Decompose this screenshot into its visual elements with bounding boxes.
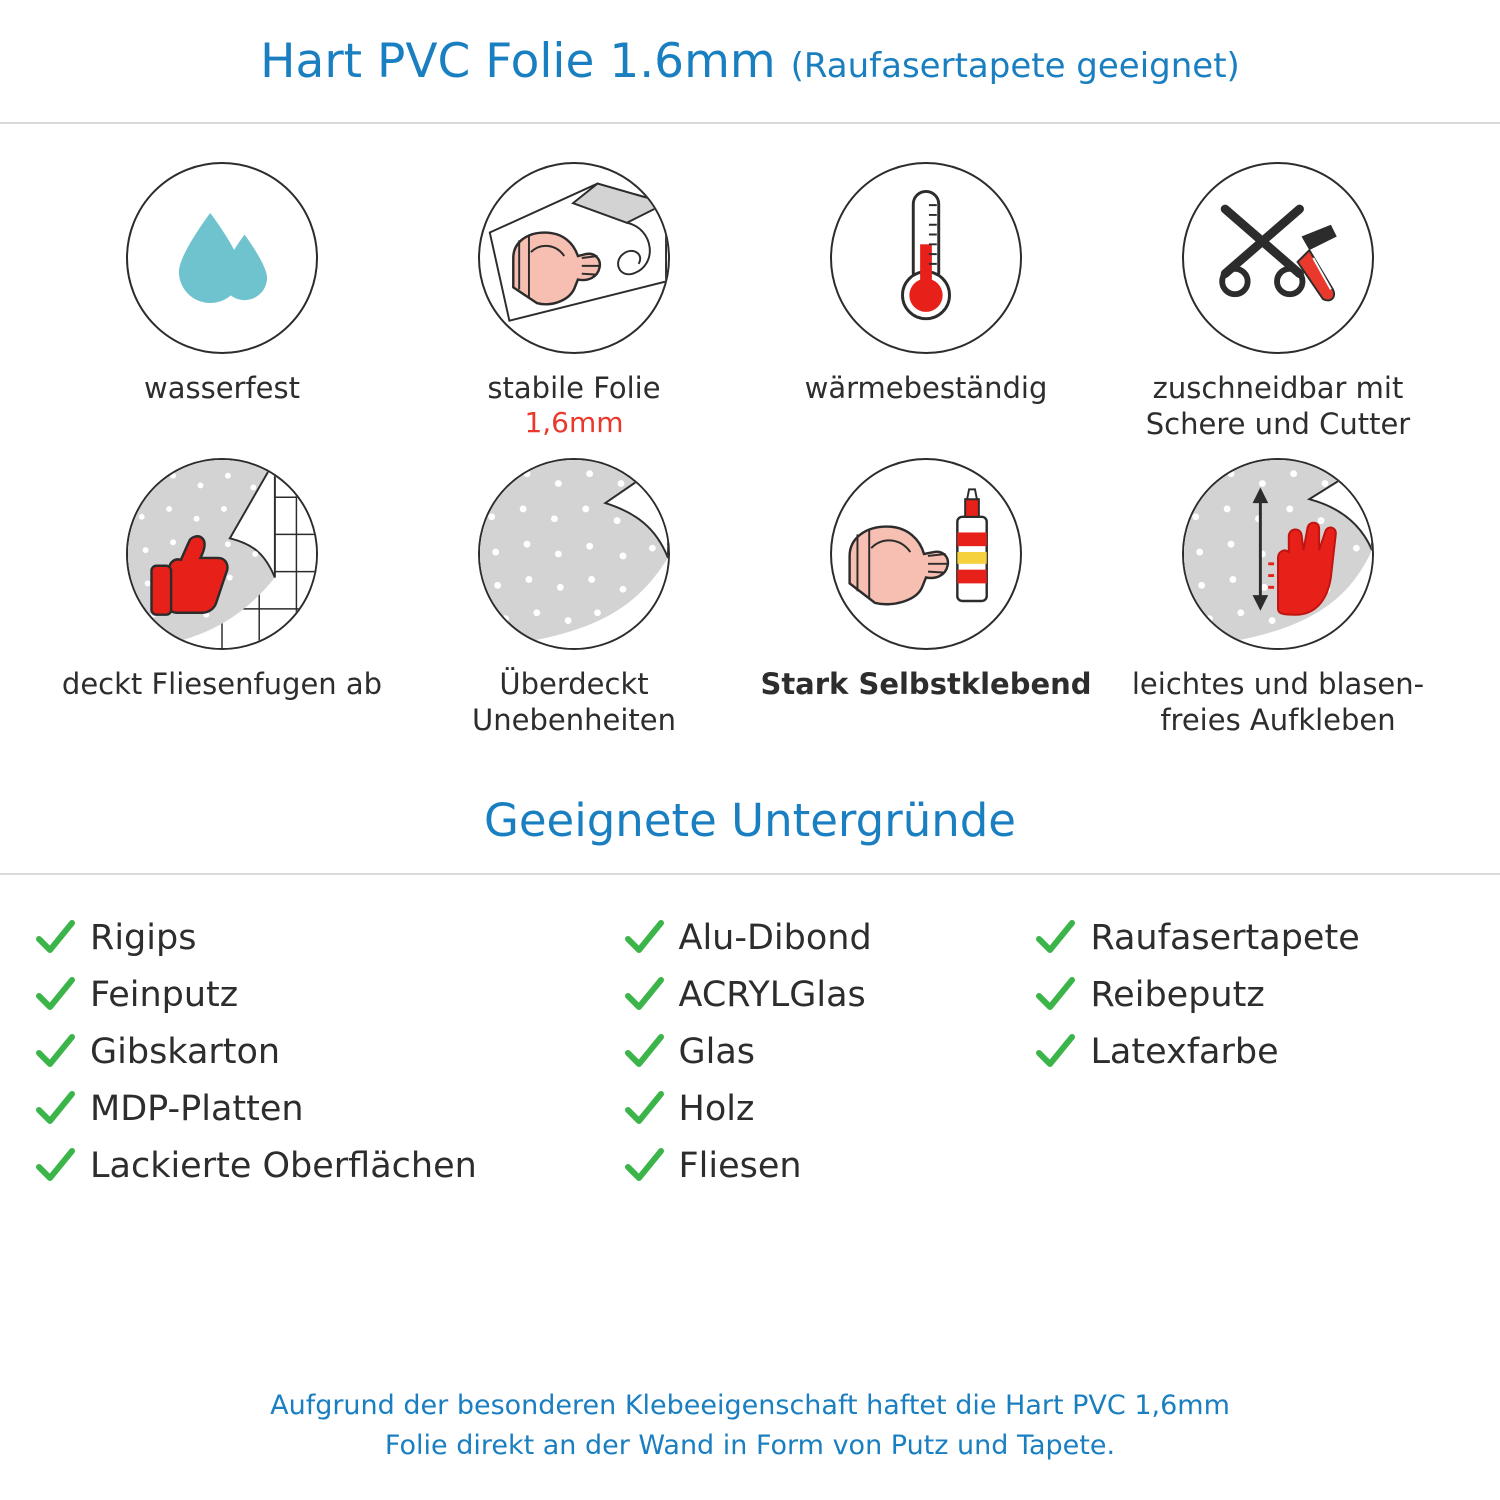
- list-item: [623, 1080, 1035, 1137]
- feature-caption: deckt Fliesenfugen ab: [61, 667, 383, 701]
- list-item: [1034, 1023, 1466, 1080]
- list-item: [34, 1023, 623, 1080]
- substrate-checklist: [0, 875, 1500, 1194]
- feature-caption: zuschneidbar mit Schere und Cutter: [1145, 371, 1411, 441]
- feature-caption: [398, 666, 750, 738]
- list-item-label: Glas: [678, 1031, 756, 1072]
- list-item: [623, 1137, 1035, 1194]
- page-title-paren-open: (: [790, 45, 804, 86]
- feature-caption-sub: 1,6mm: [524, 406, 624, 439]
- list-item-label: Latexfarbe: [1090, 1031, 1279, 1072]
- page-title-main: Hart PVC Folie 1.6mm: [260, 33, 776, 89]
- thumbs-up-tile-joint-icon: [126, 458, 318, 650]
- check-icon: [34, 917, 76, 959]
- strong-adhesive-arm-glue-icon: [830, 458, 1022, 650]
- bubble-free-hand-icon: [1182, 458, 1374, 650]
- checklist-column-1: [34, 909, 623, 1194]
- feature-item: [750, 162, 1102, 442]
- thermometer-icon: [830, 162, 1022, 354]
- list-item-label: Rigips: [90, 917, 197, 958]
- list-item: [623, 966, 1035, 1023]
- list-item: [34, 1080, 623, 1137]
- check-icon: [34, 1145, 76, 1187]
- list-item: [34, 909, 623, 966]
- feature-caption-text: Stark Selbstklebend: [760, 667, 1092, 701]
- list-item-label: Feinputz: [90, 974, 239, 1015]
- list-item-label: Raufasertapete: [1090, 917, 1360, 958]
- covering-unevenness-icon: [478, 458, 670, 650]
- check-icon: [34, 974, 76, 1016]
- check-icon: [34, 1031, 76, 1073]
- feature-caption: [487, 370, 660, 440]
- list-item: [34, 1137, 623, 1194]
- page-title-paren-close: ): [1226, 45, 1240, 86]
- list-item-label: Alu-Dibond: [678, 917, 872, 958]
- feature-caption: leichtes und blasen- freies Aufkleben: [1131, 667, 1425, 737]
- list-item: [1034, 966, 1466, 1023]
- list-item-label: Reibeputz: [1090, 974, 1265, 1015]
- check-icon: [623, 974, 665, 1016]
- checklist-column-3: [1034, 909, 1466, 1194]
- list-item: [623, 1023, 1035, 1080]
- feature-item: [398, 162, 750, 442]
- list-item-label: Gibskarton: [90, 1031, 281, 1072]
- feature-caption: [760, 666, 1091, 702]
- page-header: [0, 0, 1500, 124]
- footer-note-line-1: Aufgrund der besonderen Klebeeigenschaft haftet die Hart PVC 1,6mm: [270, 1390, 1230, 1421]
- feature-item: [46, 458, 398, 738]
- feature-caption-text: Überdeckt Unebenheiten: [472, 667, 676, 737]
- list-item-label: Fliesen: [678, 1145, 802, 1186]
- footer-note-line-2: Folie direkt an der Wand in Form von Putz und Tapete.: [384, 1430, 1116, 1461]
- section-title: Geeignete Untergründe: [483, 794, 1016, 847]
- feature-grid: [0, 124, 1500, 738]
- page-title: [260, 34, 1240, 89]
- list-item-label: ACRYLGlas: [678, 974, 866, 1015]
- check-icon: [623, 917, 665, 959]
- list-item-label: MDP-Platten: [90, 1088, 304, 1129]
- page-title-paren-text: Raufasertapete geeignet: [803, 45, 1227, 86]
- feature-item: [750, 458, 1102, 738]
- check-icon: [1034, 917, 1076, 959]
- scissors-cutter-icon: [1182, 162, 1374, 354]
- list-item: [34, 966, 623, 1023]
- section-header: [0, 794, 1500, 875]
- check-icon: [34, 1088, 76, 1130]
- check-icon: [623, 1088, 665, 1130]
- check-icon: [1034, 1031, 1076, 1073]
- feature-caption: wasserfest: [143, 371, 300, 405]
- feature-caption: wärmebeständig: [804, 371, 1048, 405]
- list-item-label: Lackierte Oberflächen: [90, 1145, 477, 1186]
- footer-note: [0, 1386, 1500, 1466]
- water-drops-icon: [126, 162, 318, 354]
- checklist-column-2: [623, 909, 1035, 1194]
- feature-caption-text: stabile Folie: [487, 371, 661, 405]
- feature-item: [1102, 458, 1454, 738]
- check-icon: [1034, 974, 1076, 1016]
- feature-item: [46, 162, 398, 442]
- list-item: [1034, 909, 1466, 966]
- check-icon: [623, 1031, 665, 1073]
- feature-item: [1102, 162, 1454, 442]
- check-icon: [623, 1145, 665, 1187]
- feature-item: [398, 458, 750, 738]
- list-item: [623, 909, 1035, 966]
- strong-film-arm-icon: [478, 162, 670, 354]
- list-item-label: Holz: [678, 1088, 755, 1129]
